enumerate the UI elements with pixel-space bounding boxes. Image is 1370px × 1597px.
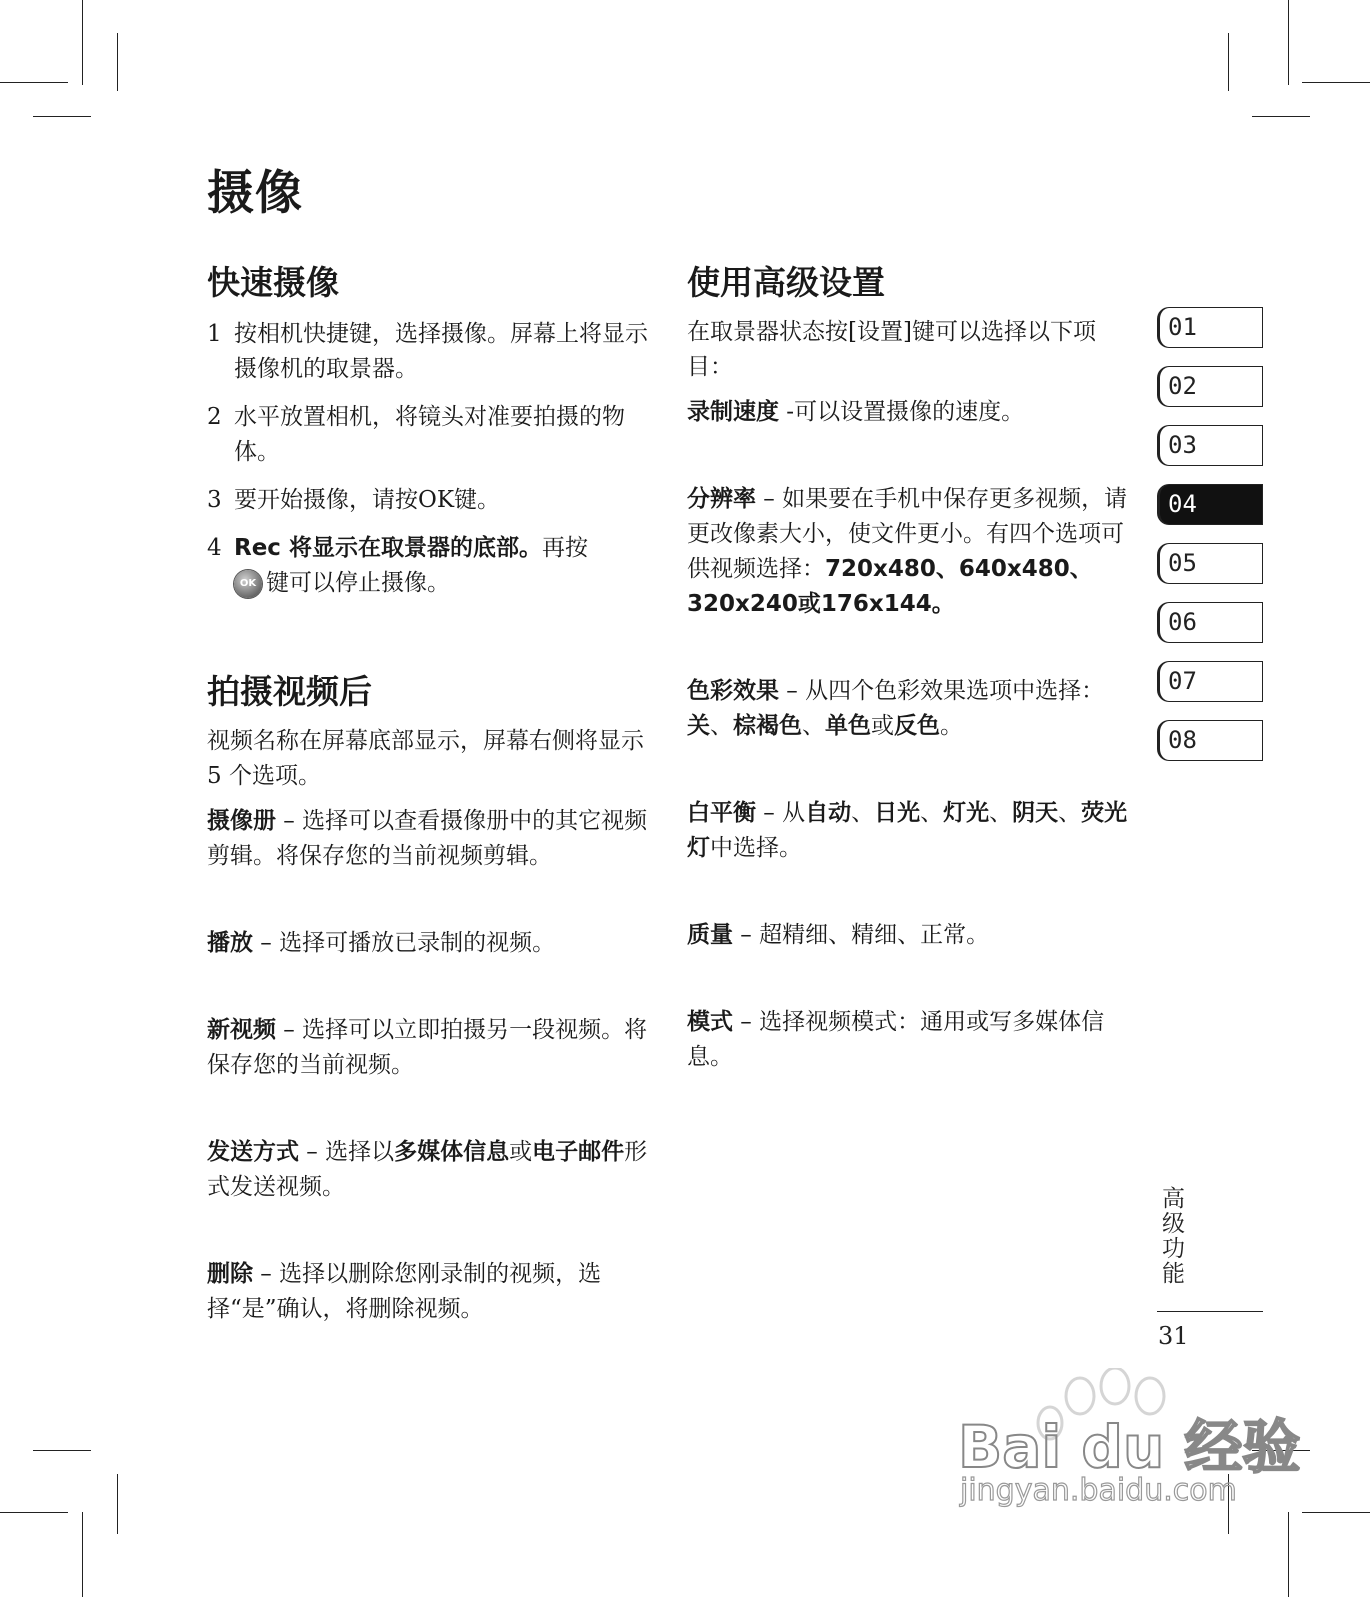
- setting-quality: 质量 – 超精细、精细、正常。: [687, 921, 990, 948]
- page-number: 31: [1158, 1322, 1189, 1350]
- setting-white-balance: 白平衡 – 从自动、日光、灯光、阴天、荧光灯中选择。: [687, 799, 1128, 861]
- option-send-via: 发送方式 – 选择以多媒体信息或电子邮件形式发送视频。: [207, 1138, 648, 1200]
- crop-mark: [33, 1450, 91, 1451]
- setting-record-speed: 录制速度 -可以设置摄像的速度。: [687, 398, 1025, 425]
- crop-mark: [0, 82, 68, 83]
- crop-mark: [0, 1512, 68, 1513]
- chapter-tab-05[interactable]: 05: [1157, 543, 1263, 584]
- option-play: 播放 – 选择可播放已录制的视频。: [207, 929, 556, 956]
- setting-resolution: 分辨率 – 如果要在手机中保存更多视频，请更改像素大小，使文件更小。有四个选项可供视频选择：720x480、640x480、320x240或176x144。: [687, 485, 1128, 617]
- crop-mark: [82, 1512, 83, 1597]
- chapter-tab-08[interactable]: 08: [1157, 720, 1263, 761]
- watermark-brand: Bai du 经验: [958, 1413, 1301, 1481]
- option-album: 摄像册 – 选择可以查看摄像册中的其它视频剪辑。将保存您的当前视频剪辑。: [207, 807, 648, 869]
- crop-mark: [1288, 0, 1289, 85]
- chapter-tab-07[interactable]: 07: [1157, 661, 1263, 702]
- step-item: 2 水平放置相机，将镜头对准要拍摄的物体。: [207, 403, 625, 465]
- crop-mark: [33, 116, 91, 117]
- page-title: 摄像: [207, 166, 303, 221]
- crop-mark: [1302, 1512, 1370, 1513]
- right-column: [687, 262, 1137, 1075]
- step-item: 4 Rec 将显示在取景器的底部。再按 OK 键可以停止摄像。: [207, 534, 588, 596]
- advanced-settings-intro: 在取景器状态按[设置]键可以选择以下项目：: [687, 318, 1096, 380]
- step-item: 3 要开始摄像，请按OK键。: [207, 486, 501, 513]
- option-delete: 删除 – 选择以删除您刚录制的视频，选择“是”确认，将删除视频。: [207, 1260, 602, 1322]
- after-recording-heading: 拍摄视频后: [207, 671, 372, 711]
- crop-mark: [1228, 33, 1229, 91]
- crop-mark: [117, 1474, 118, 1534]
- chapter-tabs: [1157, 307, 1263, 779]
- ok-button-icon: OK: [234, 570, 262, 598]
- crop-mark: [1252, 116, 1310, 117]
- setting-color-effect: 色彩效果 – 从四个色彩效果选项中选择：关、棕褐色、单色或反色。: [687, 677, 1105, 739]
- chapter-tab-06[interactable]: 06: [1157, 602, 1263, 643]
- divider: [1157, 1311, 1263, 1312]
- step-item: 1 按相机快捷键，选择摄像。屏幕上将显示摄像机的取景器。: [207, 320, 648, 382]
- watermark-url: jingyan.baidu.com: [960, 1473, 1237, 1508]
- crop-mark: [82, 0, 83, 85]
- chapter-tab-03[interactable]: 03: [1157, 425, 1263, 466]
- advanced-settings-heading: 使用高级设置: [687, 263, 885, 302]
- quick-record-steps: [207, 317, 657, 601]
- chapter-tab-04[interactable]: 04: [1157, 484, 1263, 525]
- chapter-tab-01[interactable]: 01: [1157, 307, 1263, 348]
- crop-mark: [1302, 82, 1370, 83]
- crop-mark: [1288, 1512, 1289, 1597]
- after-recording-intro: 视频名称在屏幕底部显示，屏幕右侧将显示 5 个选项。: [207, 727, 644, 789]
- chapter-side-label: 高级功能: [1158, 1186, 1184, 1286]
- left-column: [207, 262, 657, 1327]
- chapter-tab-02[interactable]: 02: [1157, 366, 1263, 407]
- quick-record-heading: 快速摄像: [207, 263, 339, 302]
- option-new-video: 新视频 – 选择可以立即拍摄另一段视频。将保存您的当前视频。: [207, 1016, 648, 1078]
- setting-mode: 模式 – 选择视频模式：通用或写多媒体信息。: [687, 1008, 1105, 1070]
- crop-mark: [117, 33, 118, 91]
